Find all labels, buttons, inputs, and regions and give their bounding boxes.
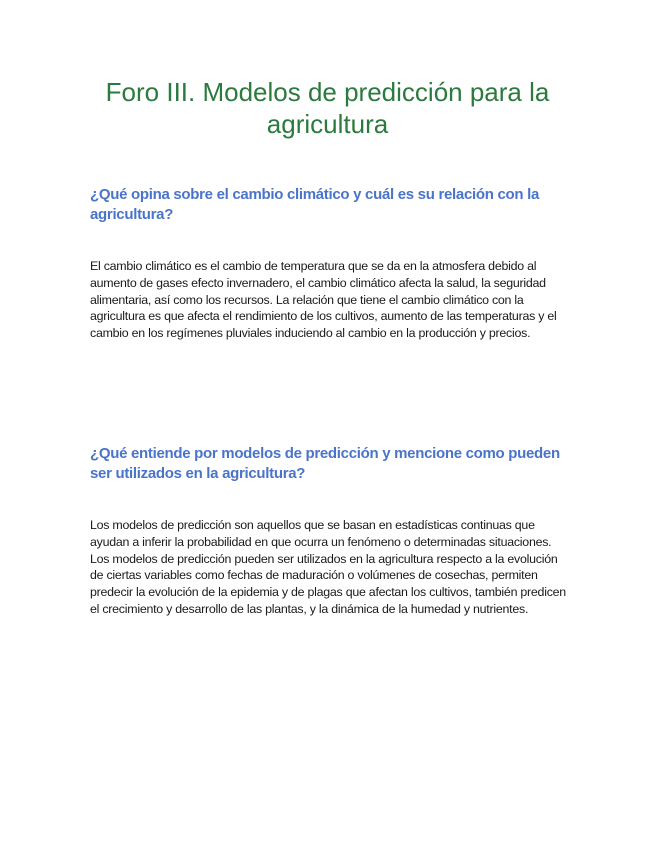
answer-1-paragraph: El cambio climático es el cambio de temperatura que se da en la atmosfera debido al aumento de gases efecto invernadero, el cambio climático afecta la salud, la seguridad alimentaria, así como los recursos. La relación que tiene el cambio climático con la agricultura es que afecta el rendimiento de los cultivos, aumento de las temperaturas y el cambio en los regímenes pluviales induciendo al cambio en la producción y precios.: [90, 259, 557, 341]
answer-2-paragraph: Los modelos de predicción son aquellos que se basan en estadísticas continuas que ayudan a inferir la probabilidad en que ocurra un fenómeno o determinadas situaciones. Los modelos de predicción pueden ser utilizados en la agricultura respecto a la evolución de ciertas variables como fechas de maduración o volúmenes de cosechas, permiten predecir la evolución de la epidemia y de plagas que afectan los cultivos, también predicen el crecimiento y desarrollo de las plantas, y la dinámica de la humedad y nutrientes.: [90, 518, 566, 616]
question-2-heading: ¿Qué entiende por modelos de predicción y mencione como pueden ser utilizados en la agricultura?: [90, 445, 560, 482]
document-title: Foro III. Modelos de predicción para la agricultura: [105, 77, 550, 139]
question-1-heading: ¿Qué opina sobre el cambio climático y cuál es su relación con la agricultura?: [90, 186, 539, 223]
